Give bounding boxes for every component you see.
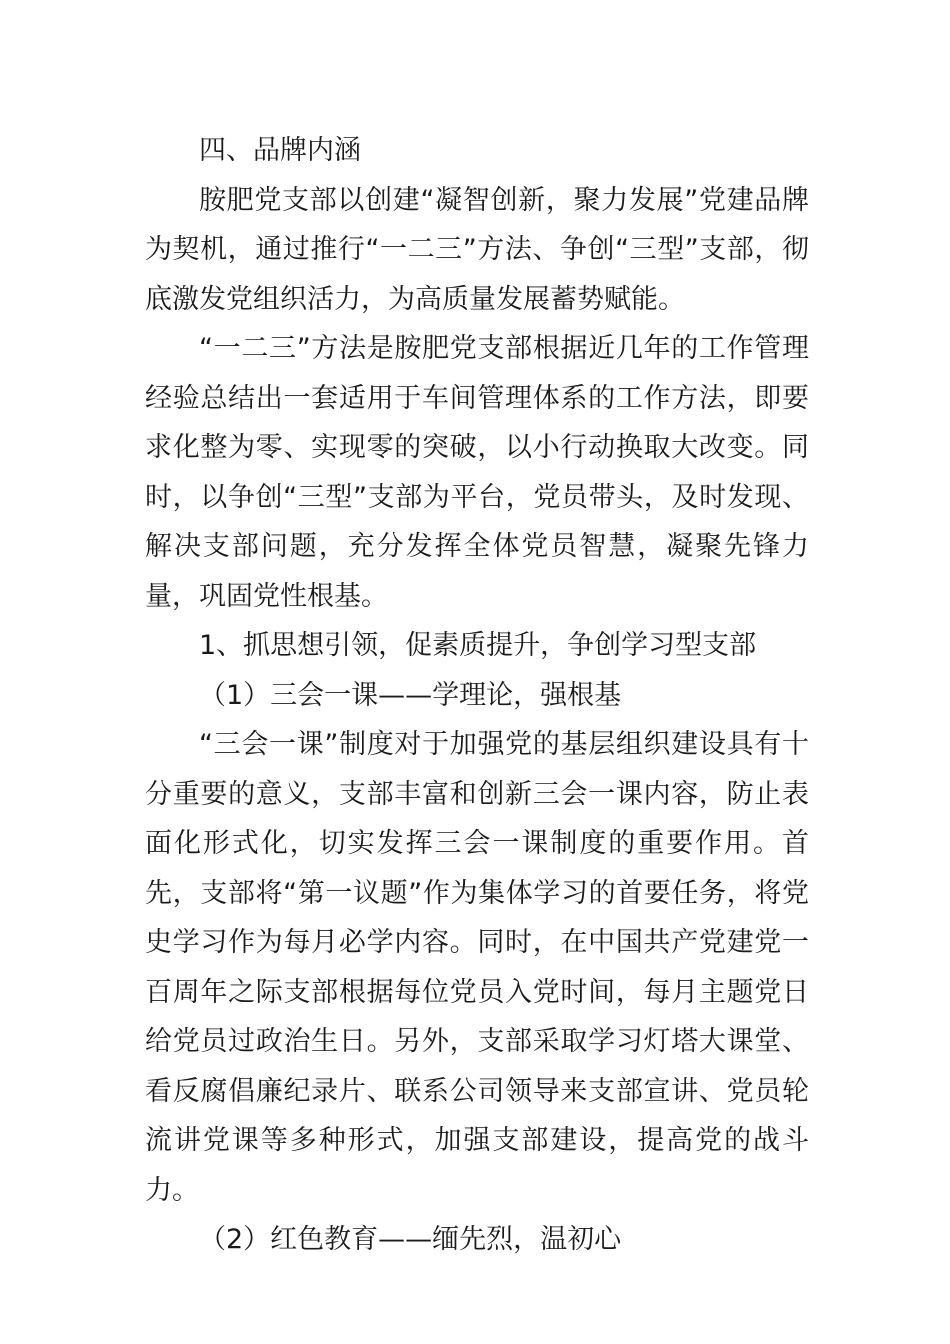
subheading-three-meetings: （1）三会一课——学理论，强根基 xyxy=(199,679,622,711)
section-heading-brand-connotation: 四、品牌内涵 xyxy=(199,135,361,166)
paragraph-three-meetings-detail: “三会一课”制度对于加强党的基层组织建设具有十分重要的意义，支部丰富和创新三会一课内容，防止表面化形式化，切实发挥三会一课制度的重要作用。首先，支部将“第一议题”作为集体学习的首要任务，将党史学习作为每月必学内容。同时，在中国共产党建党一百周年之际支部根据每位党员入党时间，每月主题党日给党员过政治生日。另外，支部采取学习灯塔大课堂、看反腐倡廉纪录片、联系公司领导来支部宣讲、党员轮流讲党课等多种形式，加强支部建设，提高党的战斗力。 xyxy=(145,729,809,1206)
subheading-learning-branch: 1、抓思想引领，促素质提升，争创学习型支部 xyxy=(199,630,757,661)
subheading-red-education: （2）红色教育——缅先烈，温初心 xyxy=(199,1224,622,1255)
document-body xyxy=(145,126,809,1265)
paragraph-brand-intro: 胺肥党支部以创建“凝智创新，聚力发展”党建品牌为契机，通过推行“一二三”方法、争创“三型”支部，彻底激发党组织活力，为高质量发展蓄势赋能。 xyxy=(145,184,809,315)
paragraph-method-description: “一二三”方法是胺肥党支部根据近几年的工作管理经验总结出一套适用于车间管理体系的工作方法，即要求化整为零、实现零的突破，以小行动换取大改变。同时，以争创“三型”支部为平台，党员带头，及时发现、解决支部问题，充分发挥全体党员智慧，凝聚先锋力量，巩固党性根基。 xyxy=(145,333,809,612)
